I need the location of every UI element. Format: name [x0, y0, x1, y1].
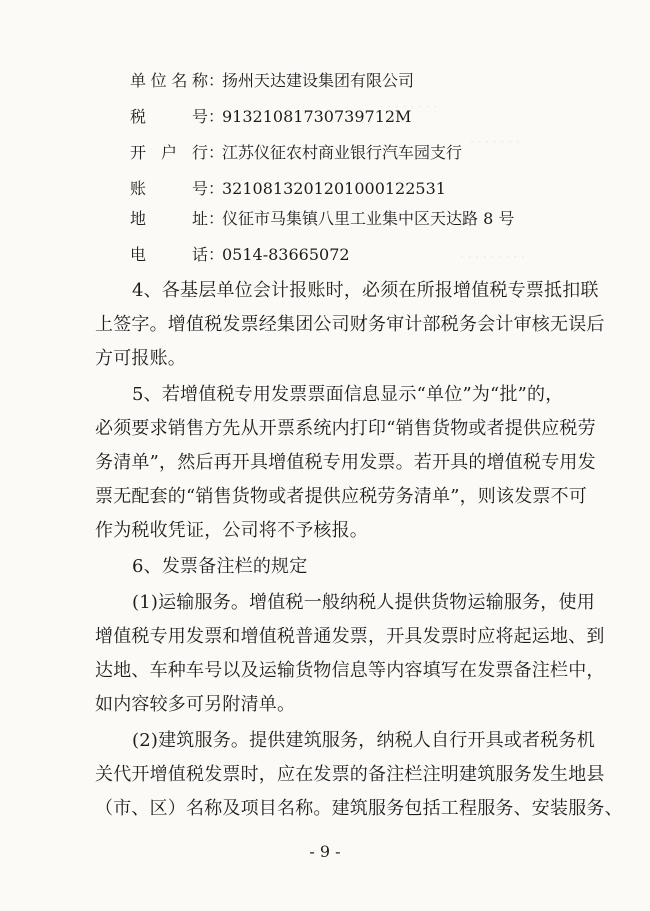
section-heading: 6、发票备注栏的规定	[132, 556, 308, 577]
paragraph-line: 增值税专用发票和增值税普通发票，开具发票时应将起运地、到	[95, 626, 605, 647]
info-row-phone: 电话：0514-83665072	[130, 240, 350, 270]
paragraph-line: 关代开增值税发票时，应在发票的备注栏注明建筑服务发生地县	[95, 764, 605, 785]
info-value: 3210813201201000122531	[222, 179, 446, 198]
info-value: 仪征市马集镇八里工业集中区天达路 8 号	[222, 209, 515, 228]
paragraph-line: (1)运输服务。增值税一般纳税人提供货物运输服务，使用	[132, 592, 595, 613]
info-row-company-name: 单位名称：扬州天达建设集团有限公司	[130, 66, 414, 96]
paragraph-line: 票无配套的“销售货物或者提供应税劳务清单”，则该发票不可	[95, 486, 588, 507]
info-row-address: 地址：仪征市马集镇八里工业集中区天达路 8 号	[130, 204, 514, 234]
paragraph-line: (2)建筑服务。提供建筑服务，纳税人自行开具或者税务机	[132, 730, 595, 751]
info-value: 91321081730739712M	[222, 107, 412, 126]
paragraph-line: 上签字。增值税发票经集团公司财务审计部税务会计审核无误后	[95, 314, 605, 335]
show-through-artifact: · · · · · · ·	[470, 135, 520, 149]
info-row-bank: 开户行：江苏仪征农村商业银行汽车园支行	[130, 138, 462, 168]
paragraph-line: 务清单”，然后再开具增值税专用发票。若开具的增值税专用发	[95, 452, 596, 473]
paragraph-line: 5、若增值税专用发票票面信息显示“单位”为“批”的，	[132, 384, 564, 405]
info-row-account: 账号：3210813201201000122531	[130, 174, 446, 204]
info-label: 地址	[130, 209, 208, 228]
show-through-artifact: · · · · · · · · ·	[460, 250, 525, 264]
paragraph-line: 作为税收凭证，公司将不予核报。	[95, 520, 368, 541]
paragraph-line: （市、区）名称及项目名称。建筑服务包括工程服务、安装服务、	[95, 798, 623, 819]
info-value: 0514-83665072	[222, 245, 350, 264]
info-label: 电话	[130, 245, 208, 264]
paragraph-line: 4、各基层单位会计报账时，必须在所报增值税专票抵扣联	[132, 280, 599, 301]
paragraph-line: 必须要求销售方先从开票系统内打印“销售货物或者提供应税劳	[95, 418, 596, 439]
paragraph-line: 如内容较多可另附清单。	[95, 694, 296, 715]
info-value: 扬州天达建设集团有限公司	[222, 71, 415, 90]
info-value: 江苏仪征农村商业银行汽车园支行	[222, 143, 463, 162]
paragraph-line: 达地、车种车号以及运输货物信息等内容填写在发票备注栏中，	[95, 660, 605, 681]
show-through-artifact: · · · · · · · ·	[380, 100, 438, 114]
page-number: - 9 -	[309, 842, 341, 861]
paragraph-line: 方可报账。	[95, 348, 186, 369]
info-row-tax-id: 税号：91321081730739712M	[130, 102, 411, 132]
info-label: 税号	[130, 107, 208, 126]
info-label: 单位名称	[130, 71, 208, 90]
info-label: 账号	[130, 179, 208, 198]
info-label: 开户行	[130, 143, 208, 162]
